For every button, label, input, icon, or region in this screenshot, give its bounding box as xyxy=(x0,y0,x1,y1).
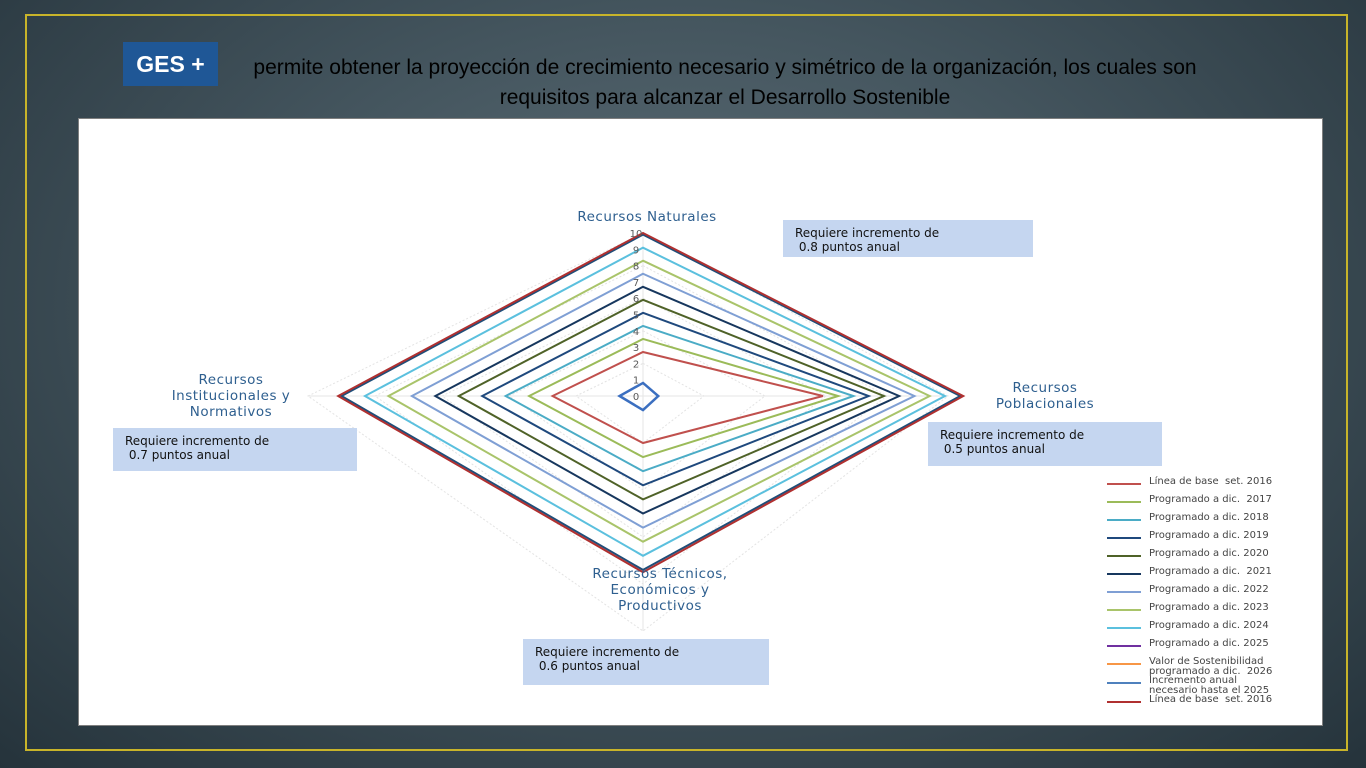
legend-swatch xyxy=(1107,682,1141,684)
series-polygon xyxy=(459,300,884,500)
legend-item xyxy=(1107,549,1317,567)
legend-item xyxy=(1107,603,1317,621)
tick-label: 3 xyxy=(632,343,640,355)
tick-label: 0 xyxy=(632,392,640,403)
tick-label: 7 xyxy=(632,277,640,289)
legend-swatch xyxy=(1107,701,1141,703)
legend-label: Programado a dic. 2017 xyxy=(1149,494,1272,505)
legend-item xyxy=(1107,676,1317,695)
legend-label: Programado a dic. 2022 xyxy=(1149,584,1269,595)
series-polygon xyxy=(365,248,945,556)
slide-headline: permite obtener la proyección de crecimiento necesario y simétrico de la organización, los cuales son requisitos para alcanzar el Desarrollo Sostenible xyxy=(253,56,1197,109)
axis-label: Recursos Naturales xyxy=(577,209,717,225)
note-poblacionales: Requiere incremento de 0.5 puntos anual xyxy=(928,422,1162,466)
legend-swatch xyxy=(1107,537,1141,539)
legend-item xyxy=(1107,531,1317,549)
tick-label: 6 xyxy=(632,294,640,306)
legend-label: Valor de Sostenibilidad programado a dic. 2026 xyxy=(1149,656,1273,677)
legend-label: Programado a dic. 2024 xyxy=(1149,620,1269,631)
axis-label: Recursos Institucionales y Normativos xyxy=(171,372,291,420)
legend-label: Programado a dic. 2019 xyxy=(1149,530,1269,541)
legend-item xyxy=(1107,657,1317,676)
legend-label: Programado a dic. 2020 xyxy=(1149,548,1269,559)
legend-item xyxy=(1107,585,1317,603)
legend-label: Programado a dic. 2018 xyxy=(1149,512,1269,523)
legend-item xyxy=(1107,495,1317,513)
legend-swatch xyxy=(1107,573,1141,575)
note-tecnicos: Requiere incremento de 0.6 puntos anual xyxy=(523,639,769,685)
tick-label: 2 xyxy=(632,359,640,371)
legend-label: Programado a dic. 2021 xyxy=(1149,566,1272,577)
legend-swatch xyxy=(1107,591,1141,593)
legend-swatch xyxy=(1107,663,1141,665)
tick-label: 1 xyxy=(632,375,640,387)
legend-label: Línea de base set. 2016 xyxy=(1149,694,1273,705)
legend-swatch xyxy=(1107,555,1141,557)
legend-swatch xyxy=(1107,645,1141,647)
series-polygon xyxy=(529,339,838,457)
axis-label: Recursos Poblacionales xyxy=(995,380,1095,412)
tick-label: 8 xyxy=(632,261,640,273)
legend-item xyxy=(1107,695,1317,713)
note-institucionales: Requiere incremento de 0.7 puntos anual xyxy=(113,428,357,471)
legend-item xyxy=(1107,477,1317,495)
legend-swatch xyxy=(1107,627,1141,629)
legend-item xyxy=(1107,567,1317,585)
legend-swatch xyxy=(1107,483,1141,485)
axis-label: Recursos Técnicos, Económicos y Productivos xyxy=(592,566,728,614)
ges-badge: GES + xyxy=(123,42,218,86)
legend-label: Incremento anual necesario hasta el 2025 xyxy=(1149,675,1270,696)
tick-label: 9 xyxy=(632,245,640,257)
tick-label: 5 xyxy=(632,310,640,322)
chart-legend xyxy=(1107,477,1317,713)
legend-item xyxy=(1107,639,1317,657)
chart-area xyxy=(78,118,1323,726)
legend-swatch xyxy=(1107,501,1141,503)
legend-label: Programado a dic. 2023 xyxy=(1149,602,1269,613)
grid-ring xyxy=(375,266,887,584)
legend-swatch xyxy=(1107,519,1141,521)
legend-label: Línea de base set. 2016 xyxy=(1149,476,1273,487)
legend-item xyxy=(1107,513,1317,531)
legend-swatch xyxy=(1107,609,1141,611)
tick-label: 4 xyxy=(632,326,640,338)
legend-label: Programado a dic. 2025 xyxy=(1149,638,1269,649)
note-naturales: Requiere incremento de 0.8 puntos anual xyxy=(783,220,1033,257)
tick-label: 10 xyxy=(629,229,643,240)
legend-item xyxy=(1107,621,1317,639)
